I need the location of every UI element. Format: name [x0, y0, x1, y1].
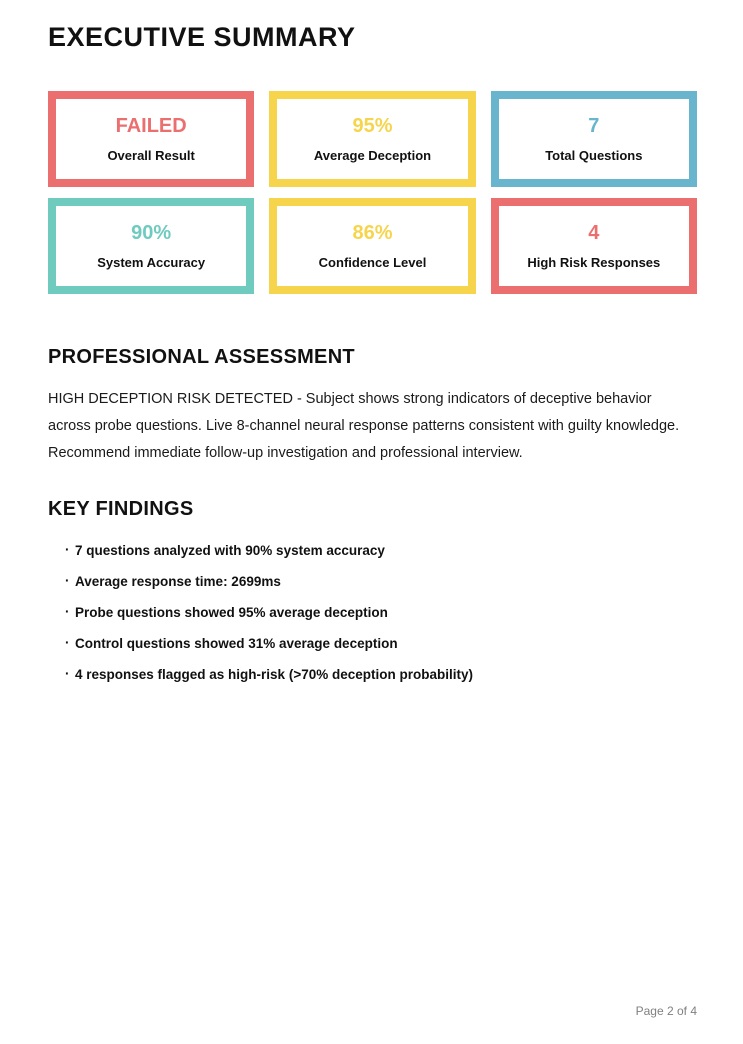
stat-label: System Accuracy: [97, 254, 206, 270]
stat-card-high-risk-responses: [491, 198, 697, 294]
key-findings-heading: KEY FINDINGS: [48, 498, 194, 520]
stat-card-average-deception: [269, 91, 475, 187]
key-findings-list: [48, 543, 697, 682]
page-title: EXECUTIVE SUMMARY: [48, 22, 356, 52]
finding-item: · 7 questions analyzed with 90% system accuracy: [65, 543, 697, 558]
stat-value: FAILED: [115, 114, 187, 137]
stat-value: 90%: [131, 221, 172, 244]
professional-assessment-section: [48, 346, 697, 467]
stat-label: Confidence Level: [318, 254, 427, 270]
summary-stat-cards: [48, 91, 697, 294]
stat-value: 86%: [352, 221, 393, 244]
stat-value: 4: [588, 221, 600, 244]
stat-value: 95%: [352, 114, 393, 137]
finding-item: · Probe questions showed 95% average deception: [65, 605, 697, 620]
stat-label: High Risk Responses: [527, 254, 661, 270]
stat-label: Overall Result: [107, 147, 195, 163]
professional-assessment-body: HIGH DECEPTION RISK DETECTED - Subject shows strong indicators of deceptive behavior across probe questions. Live 8-channel neural response patterns consistent with guilty knowledge. Recommend immediate follow-up investigation and professional interview.: [48, 391, 680, 461]
stat-card-system-accuracy: [48, 198, 254, 294]
stat-card-overall-result: [48, 91, 254, 187]
finding-item: · 4 responses flagged as high-risk (>70% deception probability): [65, 667, 697, 682]
key-findings-section: [48, 498, 697, 682]
professional-assessment-heading: PROFESSIONAL ASSESSMENT: [48, 346, 355, 368]
stat-label: Average Deception: [313, 147, 432, 163]
page-number: Page 2 of 4: [635, 1004, 697, 1018]
finding-item: · Control questions showed 31% average deception: [65, 636, 697, 651]
stat-value: 7: [588, 114, 600, 137]
stat-card-total-questions: [491, 91, 697, 187]
stat-card-confidence-level: [269, 198, 475, 294]
finding-item: · Average response time: 2699ms: [65, 574, 697, 589]
stat-label: Total Questions: [545, 147, 643, 163]
